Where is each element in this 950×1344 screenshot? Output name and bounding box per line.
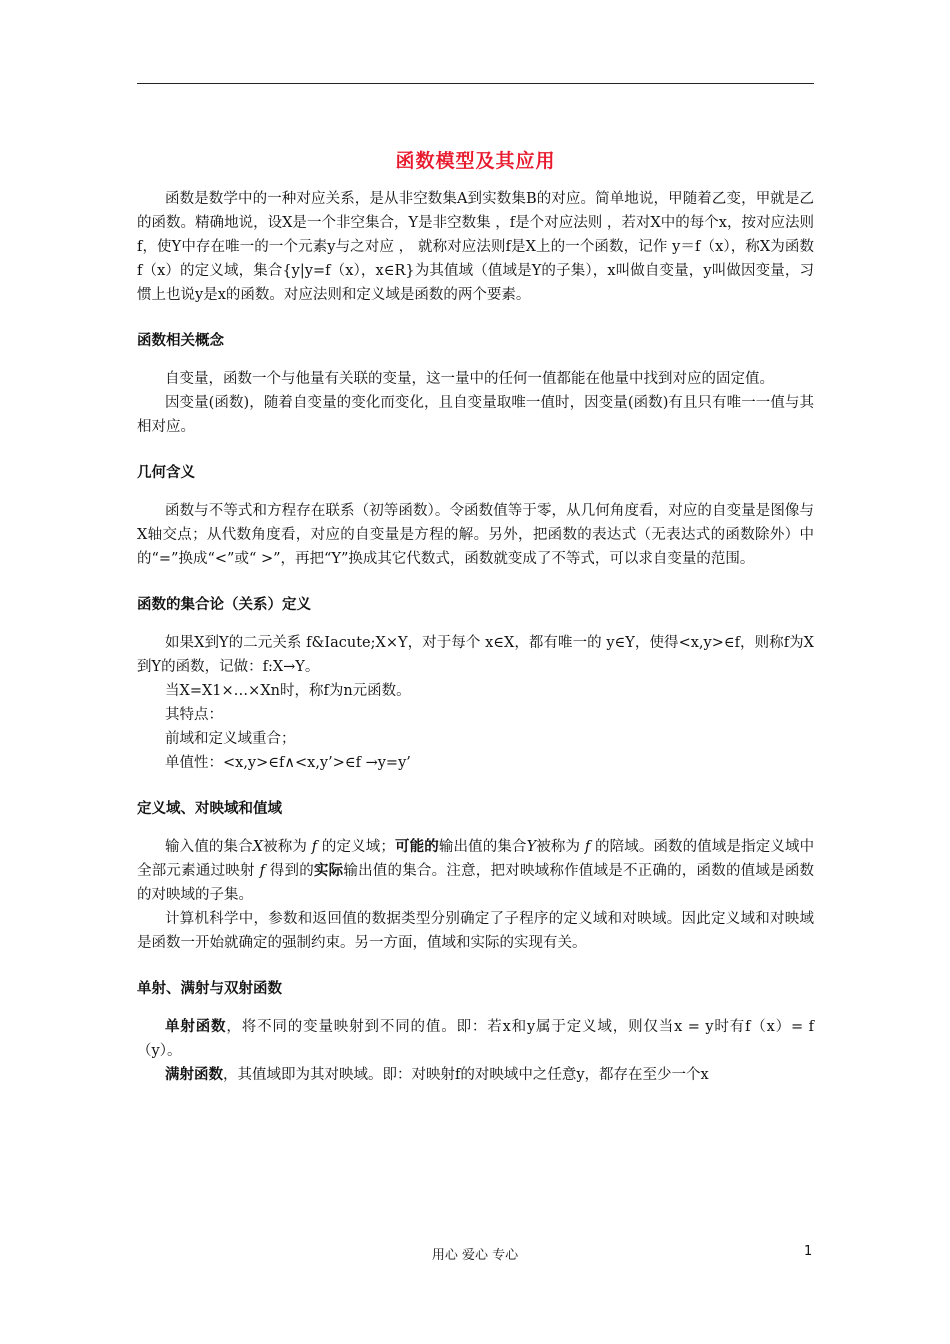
section-heading-geometry: 几何含义 [137, 465, 195, 481]
paragraph-independent-variable: 自变量，函数一个与他量有关联的变量，这一量中的任何一值都能在他量中找到对应的固定值。 [165, 371, 774, 387]
document-body [137, 140, 814, 1087]
paragraph-surjective: 满射函数，其值域即为其对映域。即：对映射f的对映域中之任意y，都存在至少一个x [165, 1067, 709, 1083]
intro-paragraph: 函数是数学中的一种对应关系，是从非空数集A到实数集B的对应。简单地说，甲随着乙变，甲就是乙的函数。精确地说，设X是一个非空集合，Y是非空数集 ，f是个对应法则 ，若对X中的每个x，按对应法则f，使Y中存在唯一的一个元素y与之对应 ， 就称对应法则f是X上的一个函数，记作 y＝f（x），称X为函数f（x）的定义域，集合{y|y=f（x），x∈R}为其值域（值域是Y的子集），x叫做自变量，y叫做因变量，习惯上也说y是x的函数。对应法则和定义域是函数的两个要素。 [137, 191, 814, 303]
section-heading-set-definition: 函数的集合论（关系）定义 [137, 597, 311, 613]
page-footer: 用心 爱心 专心 [431, 1248, 519, 1263]
section-heading-concepts: 函数相关概念 [137, 333, 224, 349]
page-number: 1 [804, 1244, 813, 1259]
paragraph-computer-science: 计算机科学中，参数和返回值的数据类型分别确定了子程序的定义域和对映域。因此定义域和对映域是函数一开始就确定的强制约束。另一方面，值域和实际的实现有关。 [137, 911, 814, 951]
paragraph-geometry: 函数与不等式和方程存在联系（初等函数）。令函数值等于零，从几何角度看，对应的自变量是图像与X轴交点；从代数角度看，对应的自变量是方程的解。另外，把函数的表达式（无表达式的函数除外）中的“=”换成“<”或“ >”，再把“Y”换成其它代数式，函数就变成了不等式，可以求自变量的范围。 [137, 503, 814, 567]
paragraph-n-ary: 当X=X1×…×Xn时，称f为n元函数。 [165, 683, 411, 699]
paragraph-injective: 单射函数，将不同的变量映射到不同的值。即：若x和y属于定义域，则仅当x = y时有f（x）= f（y）。 [137, 1019, 814, 1059]
paragraph-domain-coincide: 前域和定义域重合； [165, 731, 296, 747]
header-rule [137, 83, 814, 84]
paragraph-domain: 输入值的集合X被称为 f 的定义域；可能的输出值的集合Y被称为 f 的陪域。函数的值域是指定义域中全部元素通过映射 f 得到的实际输出值的集合。注意，把对映域称作值域是不正确的，函数的值域是函数的对映域的子集。 [137, 839, 815, 903]
paragraph-relation-definition: 如果X到Y的二元关系 f&Iacute;X×Y，对于每个 x∈X，都有唯一的 y∈Y，使得<x,y>∈f，则称f为X到Y的函数，记做：f:X→Y。 [137, 635, 814, 675]
paragraph-dependent-variable: 因变量(函数)，随着自变量的变化而变化，且自变量取唯一值时，因变量(函数)有且只有唯一一值与其相对应。 [137, 395, 814, 435]
section-heading-injection: 单射、满射与双射函数 [137, 981, 282, 997]
document-title: 函数模型及其应用 [395, 150, 556, 172]
paragraph-features: 其特点： [165, 707, 223, 723]
section-heading-domain-range: 定义域、对映域和值域 [137, 801, 282, 817]
paragraph-single-valued: 单值性：<x,y>∈f∧<x,y’>∈f →y=y’ [165, 755, 411, 771]
